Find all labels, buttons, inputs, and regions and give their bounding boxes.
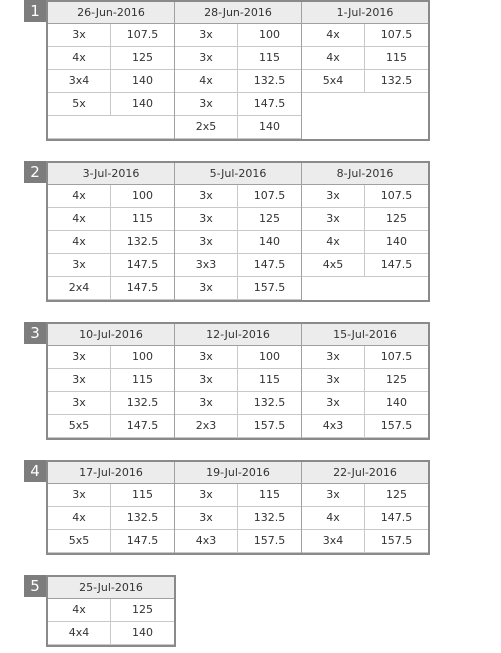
set-weight: 157.5 — [380, 419, 413, 432]
day-date: 26-Jun-2016 — [48, 2, 174, 24]
set-reps: 3x — [175, 277, 238, 299]
day-date: 15-Jul-2016 — [302, 324, 428, 346]
set-row — [302, 484, 428, 507]
set-weight: 115 — [132, 488, 153, 501]
day-column — [48, 163, 175, 300]
set-reps: 3x — [175, 369, 238, 391]
set-row — [302, 231, 428, 254]
set-weight: 140 — [132, 74, 153, 87]
week-table — [46, 322, 430, 440]
set-row — [175, 208, 301, 231]
day-column — [175, 163, 302, 300]
set-weight: 115 — [132, 212, 153, 225]
day-date: 10-Jul-2016 — [48, 324, 174, 346]
set-row — [175, 277, 301, 300]
set-row — [48, 254, 174, 277]
set-reps: 3x — [48, 369, 111, 391]
set-weight: 140 — [386, 235, 407, 248]
set-reps: 3x — [302, 369, 365, 391]
set-weight: 147.5 — [380, 511, 413, 524]
set-row — [48, 24, 174, 47]
day-date: 5-Jul-2016 — [175, 163, 301, 185]
set-reps: 3x — [48, 24, 111, 46]
set-reps: 3x — [48, 484, 111, 506]
set-reps: 3x — [302, 484, 365, 506]
set-weight: 107.5 — [380, 350, 413, 363]
set-weight: 125 — [386, 488, 407, 501]
week-number-badge: 5 — [24, 575, 46, 597]
set-reps: 3x — [175, 507, 238, 529]
week-number-badge: 1 — [24, 0, 46, 22]
week-number-badge: 4 — [24, 460, 46, 482]
set-row — [302, 185, 428, 208]
set-reps: 4x — [48, 208, 111, 230]
set-weight: 157.5 — [380, 534, 413, 547]
set-reps: 4x — [48, 599, 111, 621]
day-date: 22-Jul-2016 — [302, 462, 428, 484]
set-weight: 132.5 — [253, 511, 286, 524]
set-weight: 125 — [386, 373, 407, 386]
set-reps: 3x4 — [48, 70, 111, 92]
day-date: 19-Jul-2016 — [175, 462, 301, 484]
set-row — [48, 47, 174, 70]
set-row — [175, 346, 301, 369]
set-weight: 140 — [132, 626, 153, 639]
set-weight: 147.5 — [126, 281, 159, 294]
set-row — [302, 70, 428, 93]
day-column — [175, 462, 302, 553]
set-reps: 4x — [48, 185, 111, 207]
set-row — [175, 484, 301, 507]
set-reps: 2x5 — [175, 116, 238, 138]
day-date: 28-Jun-2016 — [175, 2, 301, 24]
set-weight: 100 — [259, 350, 280, 363]
set-weight: 132.5 — [253, 396, 286, 409]
set-weight: 125 — [132, 51, 153, 64]
set-row — [48, 185, 174, 208]
set-reps: 3x — [175, 231, 238, 253]
set-row — [48, 93, 174, 116]
set-reps: 3x — [48, 392, 111, 414]
set-reps: 3x — [175, 93, 238, 115]
set-row — [302, 507, 428, 530]
set-weight: 125 — [386, 212, 407, 225]
set-reps: 3x — [175, 346, 238, 368]
set-reps: 3x — [175, 484, 238, 506]
set-row — [175, 392, 301, 415]
set-reps: 3x — [302, 346, 365, 368]
set-weight: 115 — [259, 51, 280, 64]
set-weight: 100 — [132, 189, 153, 202]
set-reps: 5x5 — [48, 530, 111, 552]
set-reps: 5x — [48, 93, 111, 115]
set-weight: 140 — [259, 235, 280, 248]
set-weight: 157.5 — [253, 281, 286, 294]
set-weight: 132.5 — [126, 511, 159, 524]
set-reps: 4x5 — [302, 254, 365, 276]
set-reps: 3x3 — [175, 254, 238, 276]
set-row-empty — [48, 116, 174, 139]
set-row — [175, 24, 301, 47]
day-column — [48, 462, 175, 553]
set-reps: 4x — [48, 507, 111, 529]
set-weight: 147.5 — [126, 534, 159, 547]
set-weight: 107.5 — [126, 28, 159, 41]
set-row — [48, 507, 174, 530]
set-weight: 115 — [259, 373, 280, 386]
set-reps: 3x — [175, 47, 238, 69]
set-row — [302, 369, 428, 392]
set-weight: 147.5 — [126, 258, 159, 271]
set-row — [175, 70, 301, 93]
set-reps: 2x4 — [48, 277, 111, 299]
set-row — [175, 507, 301, 530]
set-row — [175, 415, 301, 438]
set-row — [175, 530, 301, 553]
set-weight: 147.5 — [253, 258, 286, 271]
day-column — [48, 577, 174, 645]
set-reps: 3x — [302, 208, 365, 230]
set-weight: 100 — [132, 350, 153, 363]
set-weight: 115 — [386, 51, 407, 64]
day-column — [48, 2, 175, 139]
set-row — [48, 208, 174, 231]
set-reps: 3x — [48, 254, 111, 276]
week-table — [46, 575, 176, 647]
set-row — [302, 392, 428, 415]
set-weight: 107.5 — [380, 189, 413, 202]
set-weight: 157.5 — [253, 419, 286, 432]
day-column — [302, 324, 428, 438]
set-row — [48, 231, 174, 254]
week-table — [46, 460, 430, 555]
day-date: 1-Jul-2016 — [302, 2, 428, 24]
set-row — [48, 415, 174, 438]
day-column — [48, 324, 175, 438]
set-row — [48, 484, 174, 507]
set-reps: 4x3 — [302, 415, 365, 437]
day-column — [302, 2, 428, 139]
set-reps: 4x — [302, 231, 365, 253]
set-weight: 100 — [259, 28, 280, 41]
set-row — [175, 47, 301, 70]
week-number-badge: 2 — [24, 161, 46, 183]
set-row — [48, 369, 174, 392]
set-reps: 4x — [175, 70, 238, 92]
set-reps: 3x — [175, 24, 238, 46]
set-row — [175, 93, 301, 116]
set-weight: 115 — [259, 488, 280, 501]
set-row — [302, 24, 428, 47]
set-weight: 125 — [132, 603, 153, 616]
set-row — [48, 622, 174, 645]
set-reps: 4x — [48, 47, 111, 69]
set-weight: 140 — [259, 120, 280, 133]
set-row — [175, 369, 301, 392]
set-weight: 132.5 — [380, 74, 413, 87]
day-date: 12-Jul-2016 — [175, 324, 301, 346]
set-weight: 147.5 — [126, 419, 159, 432]
set-reps: 4x4 — [48, 622, 111, 644]
set-reps: 3x4 — [302, 530, 365, 552]
day-column — [175, 2, 302, 139]
set-row — [302, 208, 428, 231]
set-reps: 5x5 — [48, 415, 111, 437]
set-reps: 2x3 — [175, 415, 238, 437]
set-row — [48, 70, 174, 93]
set-weight: 107.5 — [253, 189, 286, 202]
set-row — [48, 530, 174, 553]
set-weight: 125 — [259, 212, 280, 225]
set-row — [48, 599, 174, 622]
set-reps: 3x — [175, 392, 238, 414]
set-reps: 3x — [302, 392, 365, 414]
set-row — [48, 392, 174, 415]
set-weight — [111, 116, 174, 138]
set-row — [302, 254, 428, 277]
set-row — [302, 346, 428, 369]
set-reps: 4x — [48, 231, 111, 253]
set-row — [302, 47, 428, 70]
set-weight: 140 — [132, 97, 153, 110]
week-table — [46, 0, 430, 141]
set-row — [302, 530, 428, 553]
day-column — [302, 462, 428, 553]
set-row — [302, 415, 428, 438]
set-reps: 4x — [302, 24, 365, 46]
set-row — [175, 116, 301, 139]
set-weight: 132.5 — [126, 396, 159, 409]
day-date: 8-Jul-2016 — [302, 163, 428, 185]
week-table — [46, 161, 430, 302]
set-reps: 3x — [175, 208, 238, 230]
set-row — [48, 346, 174, 369]
set-weight: 115 — [132, 373, 153, 386]
set-weight: 157.5 — [253, 534, 286, 547]
set-reps: 4x3 — [175, 530, 238, 552]
set-weight: 132.5 — [126, 235, 159, 248]
set-row — [175, 185, 301, 208]
day-date: 3-Jul-2016 — [48, 163, 174, 185]
set-reps: 3x — [48, 346, 111, 368]
day-column — [175, 324, 302, 438]
set-row — [175, 254, 301, 277]
set-weight: 140 — [386, 396, 407, 409]
week-number-badge: 3 — [24, 322, 46, 344]
day-date: 25-Jul-2016 — [48, 577, 174, 599]
set-reps: 3x — [175, 185, 238, 207]
set-weight: 107.5 — [380, 28, 413, 41]
set-reps: 4x — [302, 507, 365, 529]
set-reps — [48, 116, 111, 138]
set-reps: 4x — [302, 47, 365, 69]
set-reps: 3x — [302, 185, 365, 207]
set-reps: 5x4 — [302, 70, 365, 92]
set-row — [175, 231, 301, 254]
day-date: 17-Jul-2016 — [48, 462, 174, 484]
set-weight: 132.5 — [253, 74, 286, 87]
day-column — [302, 163, 428, 300]
set-weight: 147.5 — [380, 258, 413, 271]
set-row — [48, 277, 174, 300]
set-weight: 147.5 — [253, 97, 286, 110]
